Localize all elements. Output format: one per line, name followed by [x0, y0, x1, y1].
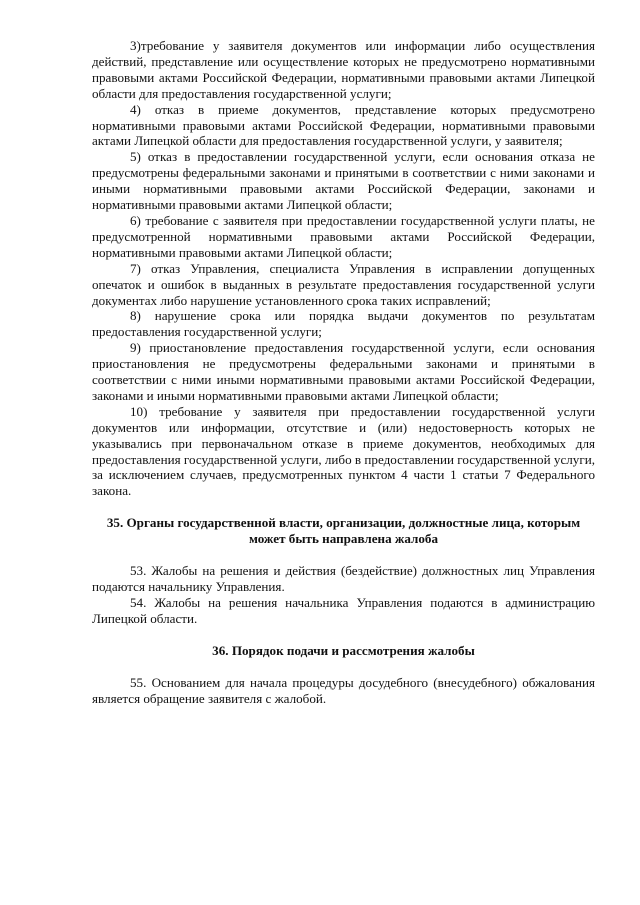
paragraph-55: 55. Основанием для начала процедуры досудебного (внесудебного) обжалования является обращение заявителя с жалобой.	[92, 674, 595, 706]
list-item-6: 6) требование с заявителя при предоставлении государственной услуги платы, не предусмотренной нормативными правовыми актами Российской Федерации, нормативными правовыми актами Липецкой области;	[92, 212, 595, 260]
document-body	[92, 38, 595, 706]
list-item-8: 8) нарушение срока или порядка выдачи документов по результатам предоставления государственной услуги;	[92, 308, 595, 340]
paragraph-53: 53. Жалобы на решения и действия (бездействие) должностных лиц Управления подаются начальнику Управления.	[92, 563, 595, 594]
paragraph-54: 54. Жалобы на решения начальника Управления подаются в администрацию Липецкой области.	[92, 594, 595, 626]
list-item-10: 10) требование у заявителя при предоставлении государственной услуги документов или информации, отсутствие и (или) недостоверность которых не указывались при первоначальном отказе в приеме документов, необходимых для предоставления государственной услуги, либо в предоставлении государственной услуги, за исключением случаев, предусмотренных пунктом 4 части 1 статьи 7 Федерального закона.	[92, 403, 595, 499]
list-item-7: 7) отказ Управления, специалиста Управления в исправлении допущенных опечаток и ошибок в выданных в результате предоставления государственной услуги документах либо нарушение установленного срока таких исправлений;	[92, 260, 595, 308]
list-item-3: 3)требование у заявителя документов или информации либо осуществления действий, представление или осуществление которых не предусмотрено нормативными правовыми актами Российской Федерации, нормативными правовыми актами Липецкой области для предоставления государственной услуги;	[92, 38, 595, 101]
list-item-9: 9) приостановление предоставления государственной услуги, если основания приостановления не предусмотрены федеральными законами и принятыми в соответствии с ними иными нормативными правовыми актами Российской Федерации, законами и иными нормативными правовыми актами Липецкой области;	[92, 340, 595, 403]
section-36-heading: 36. Порядок подачи и рассмотрения жалобы	[212, 642, 475, 658]
list-item-5: 5) отказ в предоставлении государственной услуги, если основания отказа не предусмотрены федеральными законами и принятыми в соответствии с ними законами и иными нормативными правовыми актами Российской Федерации, законами и нормативными правовыми актами Липецкой области;	[92, 149, 595, 213]
list-item-4: 4) отказ в приеме документов, представление которых предусмотрено нормативными правовыми актами Российской Федерации, нормативными правовыми актами Липецкой области для предоставления государственной услуги, у заявителя;	[92, 101, 595, 149]
section-35-heading: 35. Органы государственной власти, организации, должностные лица, которым может быть направлена жалоба	[106, 515, 581, 547]
